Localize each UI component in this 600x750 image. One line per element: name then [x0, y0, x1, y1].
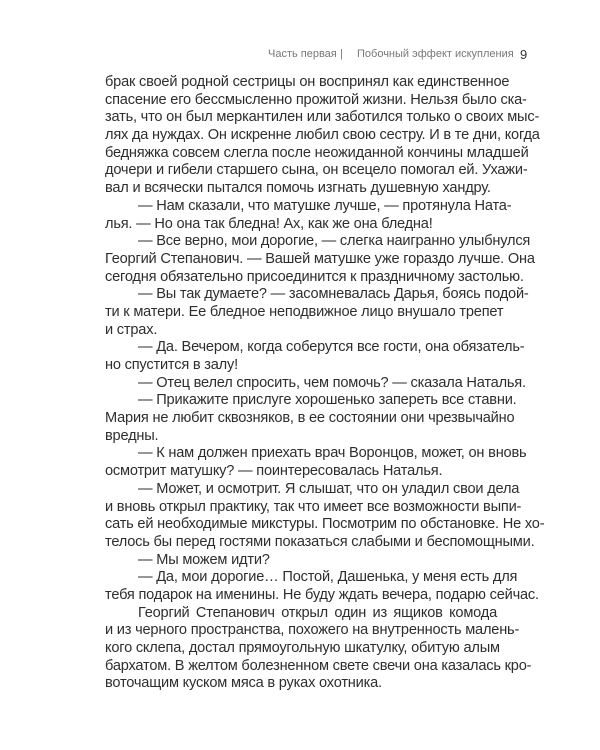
paragraph: [105, 74, 540, 198]
header-separator: |: [340, 48, 343, 60]
paragraph: [105, 233, 535, 286]
text-line: телось бы перед гостями показаться слабыми и беспомощными.: [105, 533, 535, 550]
text-line: бархатом. В желтом болезненном свете свечи она казалась кро-: [105, 657, 532, 674]
text-line: зать, что он был меркантилен или заботился только о своих мыс-: [105, 109, 540, 126]
paragraph: [105, 480, 545, 552]
text-line: осмотрит матушку? — поинтересовалась Наталья.: [105, 463, 443, 480]
text-line: сегодня обязательно присоединится к праздничному застолью.: [105, 268, 524, 285]
text-line: бедняжка совсем слегла после неожиданной кончины младшей: [105, 144, 529, 161]
paragraph: [105, 374, 526, 393]
text-line: — Может, и осмотрит. Я слышат, что он уладил свои дела: [138, 480, 520, 497]
text-line: брак своей родной сестрицы он воспринял как единственное: [105, 74, 510, 90]
text-line: Георгий Степанович. — Вашей матушке уже гораздо лучше. Она: [105, 250, 535, 267]
text-line: — Все верно, мои дорогие, — слегка наигранно улыбнулся: [138, 233, 531, 250]
paragraph: [105, 339, 525, 374]
text-line: — Да, мои дорогие… Постой, Дашенька, у меня есть для: [138, 569, 518, 586]
text-line: и вновь открыл практику, так что имеет все возможности выпи-: [105, 498, 522, 515]
body-text: [105, 74, 545, 693]
text-line: — К нам должен приехать врач Воронцов, может, он вновь: [138, 445, 527, 462]
paragraph: [105, 286, 529, 339]
running-header: [0, 48, 600, 64]
text-line: ти к матери. Ее бледное неподвижное лицо внушало трепет: [105, 303, 504, 320]
page-number: 9: [520, 47, 528, 62]
paragraph: [105, 604, 532, 693]
paragraph: [105, 552, 497, 570]
text-line: и страх.: [105, 321, 158, 338]
text-line: — Нам сказали, что матушке лучше, — протянула Ната-: [138, 197, 512, 214]
text-line: — Вы так думаете? — засомневалась Дарья, боясь подой-: [138, 286, 529, 303]
text-line: — Отец велел спросить, чем помочь? — сказала Наталья.: [138, 374, 526, 391]
text-line: Мария не любит сквозняков, в ее состоянии они чрезвычайно: [105, 410, 515, 427]
paragraph: [105, 569, 539, 604]
paragraph: [105, 197, 512, 233]
text-line: лья. — Но она так бледна! Ах, как же она бледна!: [105, 215, 433, 232]
text-line: — Да. Вечером, когда соберутся все гости, она обязатель-: [138, 339, 525, 356]
text-line: спасение его бессмысленно прожитой жизни. Нельзя было ска-: [105, 91, 527, 108]
text-line: вал и всячески пытался помочь изгнать душевную хандру.: [105, 180, 491, 197]
paragraph: [105, 392, 517, 445]
text-line: Георгий Степанович открыл один из ящиков комода: [138, 604, 497, 621]
text-line: вредны.: [105, 427, 159, 444]
text-line: — Мы можем идти?: [138, 551, 270, 568]
text-line: дочери и гибели старшего сына, он всецело помогал ей. Ухажи-: [105, 162, 528, 179]
paragraph: [105, 445, 527, 480]
text-line: кого склепа, достал прямоугольную шкатулку, обитую алым: [105, 640, 500, 656]
text-line: сать ей необходимые микстуры. Посмотрим по обстановке. Не хо-: [105, 516, 545, 533]
text-line: тебя подарок на именины. Не буду ждать вечера, подарю сейчас.: [105, 586, 539, 603]
text-line: лях да нуждах. Он искренне любил свою сестру. И в те дни, когда: [105, 127, 540, 144]
text-line: — Прикажите прислуге хорошенько запереть все ставни.: [138, 392, 517, 409]
text-line: и из черного пространства, похожего на внутренность малень-: [105, 622, 520, 639]
header-part: Часть первая: [268, 48, 337, 60]
header-chapter-title: Побочный эффект искупления: [357, 48, 514, 60]
text-line: но спустится в залу!: [105, 357, 238, 373]
text-line: воточащим куском мяса в руках охотника.: [105, 675, 382, 692]
